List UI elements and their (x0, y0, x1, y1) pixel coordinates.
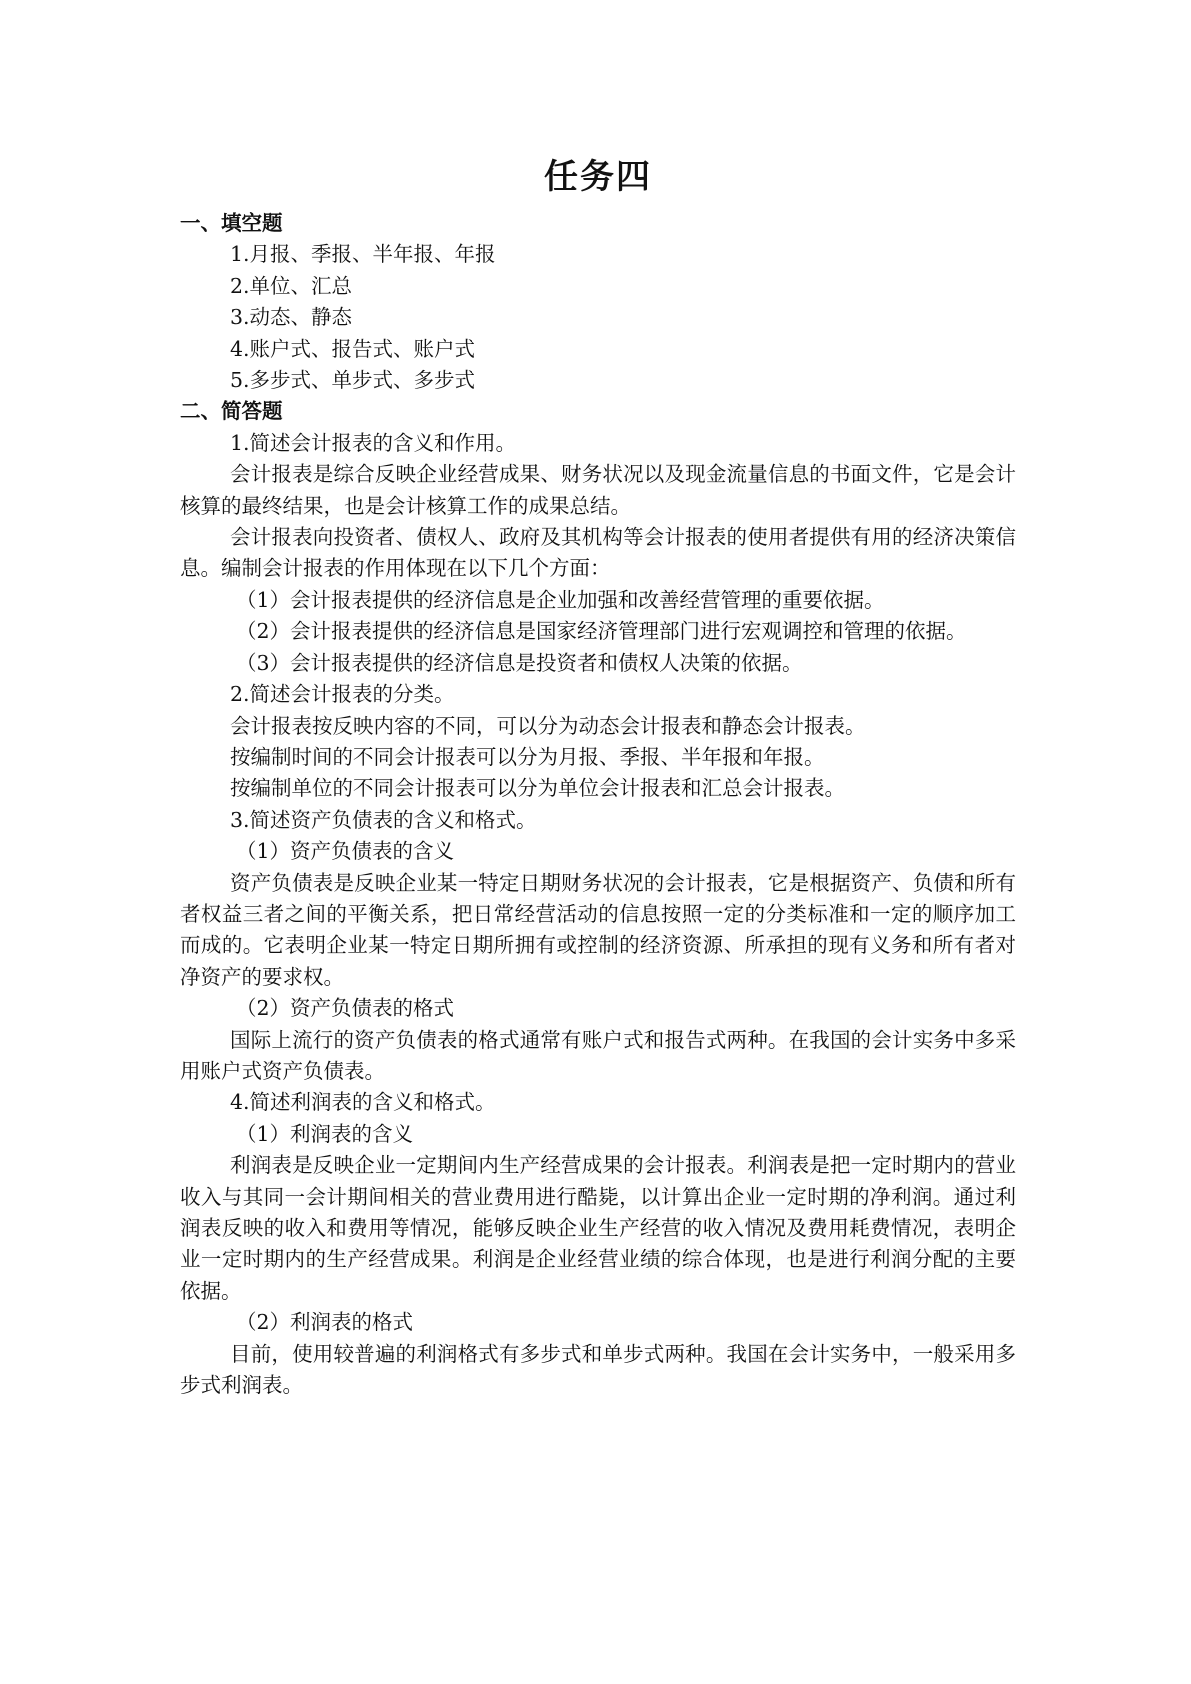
subheading: （1）资产负债表的含义 (236, 839, 455, 864)
question-1: 1.简述会计报表的含义和作用。 (230, 430, 517, 455)
paragraph: 按编制单位的不同会计报表可以分为单位会计报表和汇总会计报表。 (230, 776, 845, 801)
paragraph: 按编制时间的不同会计报表可以分为月报、季报、半年报和年报。 (230, 744, 825, 769)
question-4: 4.简述利润表的含义和格式。 (230, 1090, 496, 1115)
document-page (180, 148, 1016, 1401)
section-heading-fill-in: 一、填空题 (180, 211, 283, 235)
subheading: （1）利润表的含义 (236, 1121, 414, 1146)
paragraph: 会计报表是综合反映企业经营成果、财务状况以及现金流量信息的书面文件，它是会计核算的最终结果，也是会计核算工作的成果总结。 (180, 462, 1016, 518)
point-item: （3）会计报表提供的经济信息是投资者和债权人决策的依据。 (236, 650, 803, 675)
answer-item: 2.单位、汇总 (230, 273, 353, 298)
page-title: 任务四 (544, 157, 652, 197)
answer-item: 4.账户式、报告式、账户式 (230, 336, 476, 361)
point-item: （2）会计报表提供的经济信息是国家经济管理部门进行宏观调控和管理的依据。 (236, 619, 967, 644)
answer-item: 1.月报、季报、半年报、年报 (230, 242, 496, 267)
point-item: （1）会计报表提供的经济信息是企业加强和改善经营管理的重要依据。 (236, 587, 885, 612)
paragraph: 国际上流行的资产负债表的格式通常有账户式和报告式两种。在我国的会计实务中多采用账户式资产负债表。 (180, 1027, 1016, 1083)
subheading: （2）资产负债表的格式 (236, 996, 455, 1021)
answer-item: 5.多步式、单步式、多步式 (230, 368, 476, 393)
paragraph: 目前，使用较普遍的利润格式有多步式和单步式两种。我国在会计实务中，一般采用多步式利润表。 (180, 1341, 1016, 1398)
question-3: 3.简述资产负债表的含义和格式。 (230, 807, 537, 832)
paragraph: 会计报表向投资者、债权人、政府及其机构等会计报表的使用者提供有用的经济决策信息。编制会计报表的作用体现在以下几个方面： (180, 525, 1016, 581)
paragraph: 利润表是反映企业一定期间内生产经营成果的会计报表。利润表是把一定时期内的营业收入与其同一会计期间相关的营业费用进行酷毙，以计算出企业一定时期的净利润。通过利润表反映的收入和费用等情况，能够反映企业生产经营的收入情况及费用耗费情况，表明企业一定时期内的生产经营成果。利润是企业经营业绩的综合体现，也是进行利润分配的主要依据。 (180, 1153, 1016, 1303)
paragraph: 会计报表按反映内容的不同，可以分为动态会计报表和静态会计报表。 (230, 713, 866, 738)
paragraph: 资产负债表是反映企业某一特定日期财务状况的会计报表，它是根据资产、负债和所有者权益三者之间的平衡关系，把日常经营活动的信息按照一定的分类标准和一定的顺序加工而成的。它表明企业某一特定日期所拥有或控制的经济资源、所承担的现有义务和所有者对净资产的要求权。 (180, 870, 1016, 989)
section-heading-short-answer: 二、简答题 (180, 399, 283, 424)
subheading: （2）利润表的格式 (236, 1310, 414, 1335)
answer-item: 3.动态、静态 (230, 305, 353, 330)
question-2: 2.简述会计报表的分类。 (230, 682, 455, 707)
